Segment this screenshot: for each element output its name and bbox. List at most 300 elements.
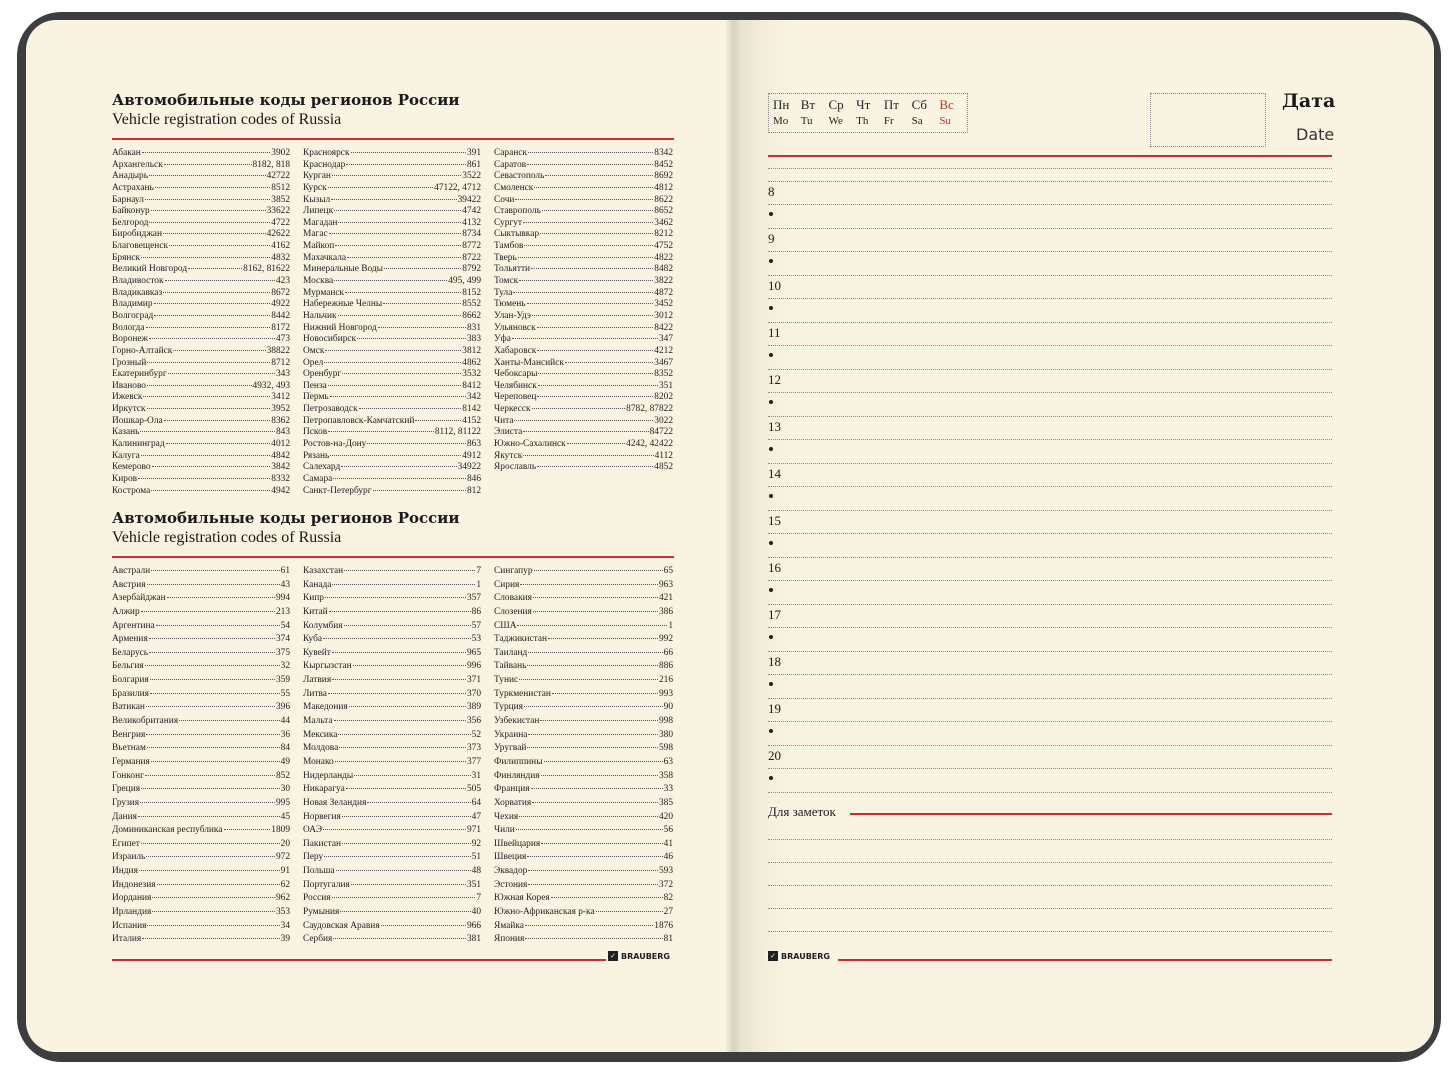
entry-code: 57: [471, 620, 481, 631]
entry-name: Барнаул: [112, 194, 144, 205]
weekdays-ru-row: [769, 97, 967, 113]
leader-dots: [328, 693, 466, 694]
entry-name: Владимир: [112, 299, 153, 310]
code-entry: [494, 462, 673, 474]
leader-dots: [351, 152, 466, 153]
bullet-dot: [769, 729, 773, 733]
entry-name: Вологда: [112, 322, 145, 333]
entry-code: 421: [658, 593, 673, 604]
ruled-line[interactable]: [768, 557, 1332, 558]
entry-code: 372: [658, 879, 673, 890]
ruled-line[interactable]: [768, 627, 1332, 628]
leader-dots: [323, 638, 471, 639]
code-entry: [303, 660, 481, 674]
entry-code: 971: [466, 825, 481, 836]
date-title: Дата: [1282, 90, 1336, 112]
code-entry: [494, 253, 673, 265]
entry-code: 846: [466, 473, 481, 484]
entry-name: Челябинск: [494, 380, 537, 391]
entry-name: Владикавказ: [112, 287, 163, 298]
entry-code: 7: [476, 893, 481, 904]
ruled-line[interactable]: [768, 721, 1332, 722]
weekday-en[interactable]: Tu: [800, 115, 813, 127]
leader-dots: [325, 350, 461, 351]
entry-code: 54: [280, 620, 290, 631]
leader-dots: [145, 775, 275, 776]
entry-name: Азербайджан: [112, 593, 166, 604]
entry-code: 8172: [271, 322, 290, 333]
entry-code: 373: [466, 743, 481, 754]
leader-dots: [381, 925, 466, 926]
code-entry: [494, 451, 673, 463]
entry-name: Португалия: [303, 879, 350, 890]
entry-code: 863: [466, 439, 481, 450]
entry-name: Бельгия: [112, 661, 144, 672]
entry-name: Кипр: [303, 593, 324, 604]
ruled-line[interactable]: [768, 533, 1332, 534]
entry-code: 3842: [271, 462, 290, 473]
leader-dots: [154, 303, 271, 304]
entry-name: Австрали: [112, 566, 151, 576]
entry-name: Улан-Удэ: [494, 310, 531, 321]
entry-code: 33: [663, 784, 673, 795]
ruled-line[interactable]: [768, 698, 1332, 699]
entry-code: 831: [466, 322, 481, 333]
notes-line[interactable]: [768, 885, 1332, 886]
leader-dots: [541, 843, 662, 844]
leader-dots: [344, 625, 471, 626]
entry-code: 356: [466, 716, 481, 727]
code-entry: [112, 620, 290, 634]
code-entry: [112, 206, 290, 218]
code-entry: [112, 183, 290, 195]
bullet-dot: [769, 588, 773, 592]
entry-name: Мальта: [303, 716, 333, 727]
entry-code: 8552: [462, 299, 481, 310]
leader-dots: [338, 315, 462, 316]
entry-code: 33622: [266, 206, 290, 217]
entry-name: Индонезия: [112, 879, 156, 890]
code-entry: [112, 439, 290, 451]
code-entry: [303, 346, 481, 358]
ruled-line[interactable]: [768, 651, 1332, 652]
brand-name: BRAUBERG: [781, 951, 830, 961]
entry-name: Таиланд: [494, 647, 528, 658]
leader-dots: [357, 338, 466, 339]
entry-name: Тунис: [494, 675, 519, 686]
code-entry: [112, 253, 290, 265]
leader-dots: [140, 802, 275, 803]
hour-label: 17: [768, 607, 781, 622]
weekday-ru[interactable]: Вт: [800, 97, 816, 112]
entry-code: 20: [280, 838, 290, 849]
entry-name: Пермь: [303, 392, 329, 403]
ruled-line[interactable]: [768, 392, 1332, 393]
notes-line[interactable]: [768, 908, 1332, 909]
leader-dots: [152, 911, 275, 912]
ruled-line[interactable]: [768, 463, 1332, 464]
leader-dots: [145, 199, 270, 200]
code-entry: [112, 218, 290, 230]
code-entry: [494, 565, 673, 579]
leader-dots: [551, 897, 663, 898]
leader-dots: [339, 747, 466, 748]
entry-name: Санкт-Петербург: [303, 485, 372, 496]
entry-name: Сургут: [494, 217, 523, 228]
leader-dots: [342, 373, 461, 374]
code-entry: [112, 729, 290, 743]
code-entry: [303, 241, 481, 253]
entry-name: Екатеринбург: [112, 369, 167, 380]
code-entry: [303, 565, 481, 579]
code-entry: [303, 334, 481, 346]
entry-code: 420: [658, 811, 673, 822]
code-entry: [303, 824, 481, 838]
leader-dots: [332, 679, 466, 680]
header-divider: [768, 155, 1332, 157]
weekday-ru[interactable]: Ср: [828, 97, 844, 112]
entry-code: 1: [476, 579, 481, 590]
entry-name: Великий Новгород: [112, 264, 188, 275]
leader-dots: [139, 870, 280, 871]
entry-code: 39422: [457, 194, 481, 205]
ruled-line[interactable]: [768, 486, 1332, 487]
ruled-line[interactable]: [768, 275, 1332, 276]
ruled-line[interactable]: [768, 792, 1332, 793]
leader-dots: [528, 870, 658, 871]
ruled-line[interactable]: [768, 768, 1332, 769]
leader-dots: [141, 788, 280, 789]
entry-code: 8332: [271, 473, 290, 484]
entry-name: Орел: [303, 357, 324, 368]
weekday-ru-sunday[interactable]: Вс: [939, 97, 954, 112]
ruled-line[interactable]: [768, 181, 1332, 182]
ruled-line[interactable]: [768, 510, 1332, 511]
country-codes-column-2: [303, 565, 481, 947]
leader-dots: [167, 597, 275, 598]
ruled-line[interactable]: [768, 251, 1332, 252]
entry-name: Горно-Алтайск: [112, 345, 173, 356]
notes-line[interactable]: [768, 839, 1332, 840]
leader-dots: [541, 775, 658, 776]
entry-name: Вьетнам: [112, 743, 146, 754]
leader-dots: [188, 268, 242, 269]
leader-dots: [565, 362, 653, 363]
entry-code: 92: [471, 838, 481, 849]
leader-dots: [415, 420, 461, 421]
entry-code: 8212: [654, 229, 673, 240]
entry-name: Румыния: [303, 907, 340, 918]
entry-name: Анадырь: [112, 171, 148, 182]
entry-code: 45: [280, 811, 290, 822]
entry-code: 4942: [271, 485, 290, 496]
entry-code: 962: [275, 893, 290, 904]
entry-name: Абакан: [112, 148, 141, 158]
leader-dots: [383, 303, 461, 304]
entry-name: США: [494, 620, 517, 631]
code-entry: [112, 565, 290, 579]
ruled-line[interactable]: [768, 439, 1332, 440]
ruled-line[interactable]: [768, 322, 1332, 323]
entry-code: 32: [280, 661, 290, 672]
entry-name: Южно-Африканская р-ка: [494, 907, 595, 918]
code-entry: [112, 276, 290, 288]
entry-name: Чехия: [494, 811, 519, 822]
entry-name: Великобритания: [112, 716, 179, 727]
code-entry: [494, 811, 673, 825]
entry-code: 38822: [266, 345, 290, 356]
leader-dots: [164, 420, 271, 421]
weekday-en[interactable]: Th: [856, 115, 869, 127]
entry-code: 3852: [271, 194, 290, 205]
entry-name: Казахстан: [303, 566, 344, 576]
code-entry: [494, 606, 673, 620]
code-entry: [303, 264, 481, 276]
bullet-dot: [769, 212, 773, 216]
code-entry: [112, 770, 290, 784]
leader-dots: [138, 816, 280, 817]
entry-name: Пенза: [303, 380, 327, 391]
date-input-box[interactable]: [1150, 93, 1266, 147]
leader-dots: [328, 385, 461, 386]
leader-dots: [545, 175, 653, 176]
entry-code: 374: [275, 634, 290, 645]
entry-name: Хабаровск: [494, 345, 537, 356]
ruled-line[interactable]: [768, 168, 1332, 169]
leader-dots: [596, 911, 663, 912]
leader-dots: [331, 199, 456, 200]
code-entry: [112, 264, 290, 276]
code-entry: [303, 620, 481, 634]
ruled-line[interactable]: [768, 580, 1332, 581]
code-entry: [494, 742, 673, 756]
ruled-line[interactable]: [768, 298, 1332, 299]
code-entry: [303, 579, 481, 593]
entry-name: ОАЭ: [303, 825, 323, 836]
entry-code: 593: [658, 866, 673, 877]
entry-name: Швеция: [494, 852, 527, 863]
ruled-line[interactable]: [768, 345, 1332, 346]
weekday-ru[interactable]: Пт: [883, 97, 899, 112]
entry-code: 386: [658, 606, 673, 617]
country-codes-column-1: [112, 565, 290, 947]
entry-name: Смоленск: [494, 182, 534, 193]
weekday-en[interactable]: Fr: [883, 115, 894, 127]
entry-code: 8792: [462, 264, 481, 275]
leader-dots: [519, 679, 658, 680]
entry-code: 8772: [462, 241, 481, 252]
leader-dots: [378, 327, 466, 328]
code-entry: [112, 334, 290, 346]
leader-dots: [519, 816, 658, 817]
leader-dots: [524, 706, 663, 707]
entry-code: 389: [466, 702, 481, 713]
ruled-line[interactable]: [768, 228, 1332, 229]
entry-name: Нидерланды: [303, 770, 354, 781]
code-entry: [303, 427, 481, 439]
notes-line[interactable]: [768, 862, 1332, 863]
leader-dots: [149, 638, 275, 639]
code-entry: [112, 647, 290, 661]
page-gutter: [726, 20, 742, 1052]
leader-dots: [335, 761, 466, 762]
entry-name: Иваново: [112, 380, 146, 391]
ruled-line[interactable]: [768, 604, 1332, 605]
entry-name: Южно-Сахалинск: [494, 439, 566, 450]
leader-dots: [538, 373, 653, 374]
leader-dots: [141, 455, 271, 456]
hour-label: 20: [768, 748, 781, 763]
leader-dots: [532, 315, 653, 316]
weekday-ru[interactable]: Пн: [773, 97, 790, 112]
weekday-en[interactable]: Sa: [911, 115, 923, 127]
leader-dots: [524, 245, 653, 246]
weekday-ru[interactable]: Чт: [856, 97, 871, 112]
entry-code: 8482: [654, 264, 673, 275]
entry-code: 42722: [266, 171, 290, 182]
entry-code: 966: [466, 920, 481, 931]
entry-code: 216: [658, 675, 673, 686]
entry-name: Куба: [303, 634, 323, 645]
entry-code: 963: [658, 579, 673, 590]
entry-name: Москва: [303, 276, 334, 287]
entry-code: 8512: [271, 182, 290, 193]
entry-code: 3452: [654, 299, 673, 310]
code-entry: [494, 592, 673, 606]
leader-dots: [149, 222, 270, 223]
entry-code: 994: [275, 593, 290, 604]
leader-dots: [325, 597, 466, 598]
ruled-line[interactable]: [768, 674, 1332, 675]
code-entry: [303, 311, 481, 323]
hour-label: 19: [768, 701, 781, 716]
code-entry: [494, 783, 673, 797]
entry-name: Япония: [494, 934, 525, 945]
entry-code: 3412: [271, 392, 290, 403]
entry-name: Биробиджан: [112, 229, 162, 240]
code-entry: [303, 381, 481, 393]
entry-name: Уфа: [494, 334, 511, 345]
entry-code: 4832: [271, 252, 290, 263]
entry-name: Аргентина: [112, 620, 155, 631]
bullet-dot: [769, 494, 773, 498]
leader-dots: [528, 652, 662, 653]
leader-dots: [142, 152, 270, 153]
entry-code: 42622: [266, 229, 290, 240]
entry-code: 396: [275, 702, 290, 713]
leader-dots: [330, 396, 466, 397]
leader-dots: [151, 210, 266, 211]
notes-line[interactable]: [768, 931, 1332, 932]
entry-code: 56: [663, 825, 673, 836]
entry-name: Дания: [112, 811, 137, 822]
entry-code: 8182, 818: [252, 159, 290, 170]
code-entry: [303, 299, 481, 311]
leader-dots: [151, 490, 270, 491]
leader-dots: [346, 164, 466, 165]
leader-dots: [140, 431, 274, 432]
entry-code: 213: [275, 606, 290, 617]
leader-dots: [518, 257, 653, 258]
weekday-en[interactable]: Mo: [773, 115, 789, 127]
brand-mark-icon: ✓: [768, 951, 778, 961]
leader-dots: [328, 187, 433, 188]
entry-name: Монако: [303, 756, 334, 767]
code-entry: [112, 838, 290, 852]
entry-name: Индия: [112, 866, 138, 877]
weekday-en[interactable]: We: [828, 115, 843, 127]
leader-dots: [150, 679, 275, 680]
entry-code: 41: [663, 838, 673, 849]
entry-code: 996: [466, 661, 481, 672]
leader-dots: [179, 720, 280, 721]
code-entry: [112, 358, 290, 370]
hour-label: 12: [768, 372, 781, 387]
leader-dots: [324, 362, 461, 363]
hour-label: 13: [768, 419, 781, 434]
entry-name: Якутск: [494, 450, 523, 461]
entry-name: Сыктывкар: [494, 229, 540, 240]
date-subtitle: Date: [1296, 125, 1335, 144]
ruled-line[interactable]: [768, 204, 1332, 205]
code-entry: [112, 404, 290, 416]
ruled-line[interactable]: [768, 369, 1332, 370]
entry-name: Пакистан: [303, 838, 342, 849]
ruled-line[interactable]: [768, 416, 1332, 417]
leader-dots: [344, 570, 475, 571]
code-entry: [112, 486, 290, 498]
entry-code: 8452: [654, 159, 673, 170]
entry-name: Тверь: [494, 252, 517, 263]
entry-name: Чили: [494, 825, 515, 836]
entry-name: Сербия: [303, 934, 333, 945]
code-entry: [303, 865, 481, 879]
entry-code: 39: [280, 934, 290, 945]
code-entry: [494, 416, 673, 428]
leader-dots: [531, 268, 653, 269]
entry-code: 47122, 4712: [434, 182, 481, 193]
code-entry: [112, 241, 290, 253]
entry-name: Колумбия: [303, 620, 343, 631]
leader-dots: [336, 870, 471, 871]
country-codes-column-3: [494, 565, 673, 947]
leader-dots: [533, 611, 658, 612]
entry-name: Македония: [303, 702, 348, 713]
weekday-en-sunday[interactable]: Su: [939, 115, 951, 127]
ruled-line[interactable]: [768, 745, 1332, 746]
entry-code: 84: [280, 743, 290, 754]
section2-title: Автомобильные коды регионов России: [112, 509, 460, 527]
entry-code: 34: [280, 920, 290, 931]
leader-dots: [151, 761, 280, 762]
entry-code: 4822: [654, 252, 673, 263]
code-entry: [303, 811, 481, 825]
entry-code: 8362: [271, 415, 290, 426]
leader-dots: [330, 455, 461, 456]
code-entry: [494, 701, 673, 715]
code-entry: [303, 933, 481, 947]
code-entry: [112, 579, 290, 593]
weekday-ru[interactable]: Сб: [911, 97, 928, 112]
entry-name: Турция: [494, 702, 523, 713]
entry-name: Оренбург: [303, 369, 342, 380]
code-entry: [303, 229, 481, 241]
leader-dots: [169, 245, 270, 246]
brand-logo-right: [766, 951, 832, 961]
leader-dots: [147, 747, 280, 748]
entry-code: 8722: [462, 252, 481, 263]
code-entry: [303, 462, 481, 474]
